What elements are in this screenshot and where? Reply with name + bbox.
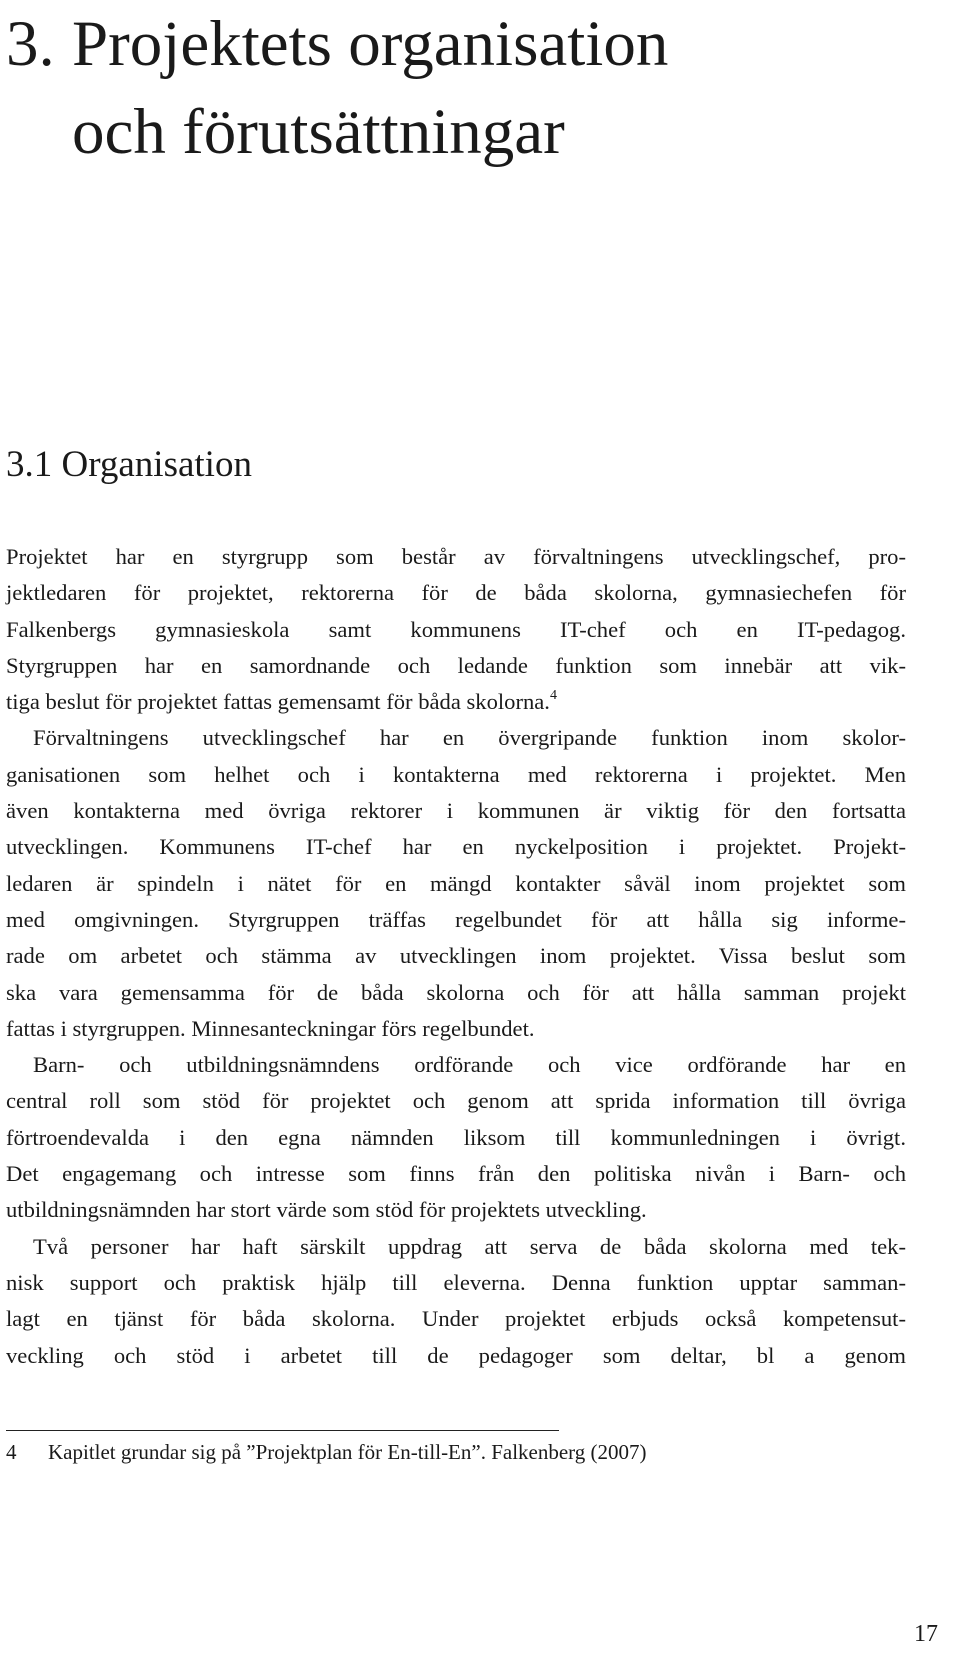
body-line: Barn- och utbildningsnämndens ordförande och vice ordförande har en (33, 1052, 906, 1078)
footnote-reference[interactable]: 4 (549, 688, 557, 704)
body-line: Det engagemang och intresse som finns från den politiska nivån i Barn- och (6, 1161, 906, 1187)
body-line: veckling och stöd i arbetet till de pedagoger som deltar, bl a genom (6, 1342, 906, 1368)
body-line: utvecklingen. Kommunens IT-chef har en nyckelposition i projektet. Projekt- (6, 834, 906, 860)
body-line: Styrgruppen har en samordnande och ledande funktion som innebär att vik- (6, 652, 906, 678)
chapter-title (6, 0, 668, 176)
body-line: Förvaltningens utvecklingschef har en övergripande funktion inom skolor- (33, 725, 906, 751)
body-line: lagt en tjänst för båda skolorna. Under projektet erbjuds också kompetensut- (6, 1306, 906, 1332)
body-line: ledaren är spindeln i nätet för en mängd kontakter såväl inom projektet som (6, 870, 906, 896)
body-line: utbildningsnämnden har stort värde som stöd för projektets utveckling. (6, 1197, 647, 1223)
body-line: nisk support och praktisk hjälp till eleverna. Denna funktion upptar samman- (6, 1269, 906, 1295)
body-line: ganisationen som helhet och i kontakterna med rektorerna i projektet. Men (6, 761, 906, 787)
body-text (6, 539, 906, 1374)
body-line: även kontakterna med övriga rektorer i kommunen är viktig för den fortsatta (6, 798, 906, 824)
body-line: förtroendevalda i den egna nämnden liksom till kommunledningen i övrigt. (6, 1124, 906, 1150)
body-line: central roll som stöd för projektet och genom att sprida information till övriga (6, 1088, 906, 1114)
body-line (6, 684, 906, 720)
chapter-title-line-2: och förutsättningar (72, 96, 565, 168)
body-line: Två personer har haft särskilt uppdrag att serva de båda skolorna med tek- (33, 1233, 906, 1259)
body-line-text: tiga beslut för projektet fattas gemensamt för båda skolorna. (6, 689, 550, 715)
body-line: rade om arbetet och stämma av utvecklingen inom projektet. Vissa beslut som (6, 943, 906, 969)
footnote (6, 1434, 647, 1470)
body-line: fattas i styrgruppen. Minnesanteckningar förs regelbundet. (6, 1015, 535, 1041)
footnote-text: Kapitlet grundar sig på ”Projektplan för En-till-En”. Falkenberg (2007) (48, 1440, 647, 1464)
footnote-divider (6, 1430, 559, 1431)
body-line: Falkenbergs gymnasieskola samt kommunens IT-chef och en IT-pedagog. (6, 616, 906, 642)
footnote-number: 4 (6, 1440, 17, 1464)
chapter-number: 3. (6, 8, 55, 80)
section-title: 3.1 Organisation (6, 444, 252, 485)
body-line: ska vara gemensamma för de båda skolorna och för att hålla samman projekt (6, 979, 906, 1005)
body-line: jektledaren för projektet, rektorerna för de båda skolorna, gymnasiechefen för (6, 580, 906, 606)
page-number: 17 (914, 1621, 938, 1647)
chapter-title-text-1: Projektets organisation (72, 8, 669, 80)
body-line: Projektet har en styrgrupp som består av förvaltningens utvecklingschef, pro- (6, 544, 906, 569)
body-line: med omgivningen. Styrgruppen träffas regelbundet för att hålla sig informe- (6, 906, 906, 932)
chapter-title-line-1 (6, 0, 668, 88)
